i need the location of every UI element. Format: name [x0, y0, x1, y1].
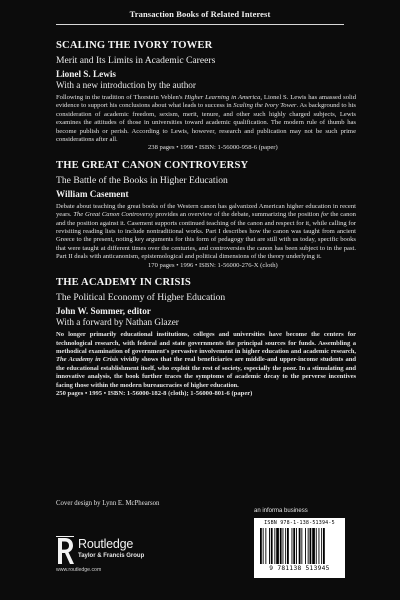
- barcode-stripe: [310, 528, 312, 564]
- barcode-stripe: [293, 528, 295, 564]
- barcode-stripe: [263, 528, 264, 564]
- book-subtitle: The Political Economy of Higher Education: [56, 292, 226, 304]
- book-meta: 238 pages • 1998 • ISBN: 1-56000-958-6 (paper): [148, 144, 278, 152]
- book-entry-1: [56, 40, 356, 153]
- book-title: SCALING THE IVORY TOWER: [56, 40, 213, 51]
- barcode-stripe: [274, 528, 275, 564]
- publisher-name: Routledge: [78, 537, 134, 551]
- barcode-stripe: [312, 528, 315, 564]
- barcode-stripe: [280, 528, 282, 564]
- book-title: THE GREAT CANON CONTROVERSY: [56, 159, 249, 171]
- book-description: Following in the tradition of Thorstein Veblen's Higher Learning in America, Lionel S. Lewis has amassed solid evidence to support his conclusions about what leads to success in Scaling the Ivory Tower. As background to his consideration of academic freedom, sexism, merit, tenure, and other such highly charged subjects, Lewis examines the attitudes of those in universities toward academic qualification. The modern rule of thumb has become publish or perish. According to Lewis, however, research and publication may not be such prime considerations after all.: [56, 94, 356, 144]
- barcode-stripe: [305, 528, 306, 564]
- barcode-stripe: [283, 528, 284, 564]
- book-author: Lionel S. Lewis: [56, 69, 116, 79]
- barcode-stripe: [287, 528, 289, 564]
- book-description: No longer primarily educational institutions, colleges and universities have become the centers for technological research, with federal and state governments the principal sources for funds. Assembling a methodical examination of government's pervasive involvement in higher education and academic research, The Academy in Crisis vividly shows that the real beneficiaries are middle-and upper-income students and the educational establishment itself, who exploit the rest of society, especially the poor. In a stimulating and innovative analysis, the book further traces the symptoms of academic decay to the perverse incentives facing those within the modern bureaucracies of higher education.: [56, 331, 356, 389]
- barcode-stripe: [285, 528, 286, 564]
- header-divider: [56, 24, 344, 25]
- publisher-logo: [56, 536, 176, 576]
- barcode-stripe: [296, 528, 297, 564]
- book-note: With a forward by Nathan Glazer: [56, 317, 179, 328]
- series-heading: Transaction Books of Related Interest: [129, 9, 271, 19]
- book-subtitle: Merit and Its Limits in Academic Careers: [56, 55, 216, 66]
- book-entry-2: [56, 160, 356, 270]
- book-note: With a new introduction by the author: [56, 80, 196, 90]
- barcode-stripe: [276, 528, 279, 564]
- book-title: THE ACADEMY IN CRISIS: [56, 277, 191, 289]
- barcode-stripe: [319, 528, 320, 564]
- informa-tagline: an informa business: [254, 508, 308, 514]
- barcode-number: 9 781138 513945: [269, 565, 330, 572]
- book-subtitle: The Battle of the Books in Higher Education: [56, 174, 228, 186]
- publisher-url: www.routledge.com: [56, 567, 102, 573]
- barcode-stripe: [260, 528, 262, 564]
- book-author: William Casement: [56, 188, 129, 199]
- publisher-group: Taylor & Francis Group: [78, 553, 145, 559]
- barcode-stripe: [308, 528, 309, 564]
- book-meta: 250 pages • 1995 • ISBN: 1-56000-182-8 (cloth); 1-56000-801-6 (paper): [56, 389, 253, 397]
- barcode-stripe: [292, 528, 293, 564]
- book-meta: 170 pages • 1996 • ISBN: 1-56000-276-X (cloth): [148, 261, 278, 269]
- routledge-r-icon: [56, 536, 74, 566]
- barcode-stripe: [321, 528, 322, 564]
- book-description: Debate about teaching the great books of the Western canon has galvanized American higher education in recent years. The Great Canon Controversy provides an overview of the debate, summarizing the position for the canon and the position against it. Casement supports continued teaching of the canon and respect for it, while calling for revisiting reading lists to include nontraditional works. Part I describes how the canon was taught from ancient Greece to the present, noting key arguments for this form of pedagogy that are still with us today, specific books that were taught at different times over the centuries, and controversies the canon has been subject to in the past. Part II deals with anticanonism, epistemological and political dimensions of the theory underlying it.: [56, 202, 356, 261]
- barcode-stripe: [299, 528, 301, 564]
- barcode-stripe: [323, 528, 325, 564]
- barcode-stripe: [271, 528, 273, 564]
- barcode-stripe: [265, 528, 266, 564]
- barcode-stripe: [316, 528, 317, 564]
- book-author: John W. Sommer, editor: [56, 306, 151, 317]
- barcode-stripe: [301, 528, 302, 564]
- barcode-stripe: [269, 528, 270, 564]
- barcode-bars: [260, 528, 340, 564]
- book-entry-3: [56, 277, 356, 398]
- isbn-label: ISBN 978-1-138-51394-5: [264, 520, 335, 526]
- barcode: [254, 518, 345, 578]
- book-list: [56, 40, 356, 405]
- cover-credit: Cover design by Lynn E. McPhearson: [56, 500, 160, 507]
